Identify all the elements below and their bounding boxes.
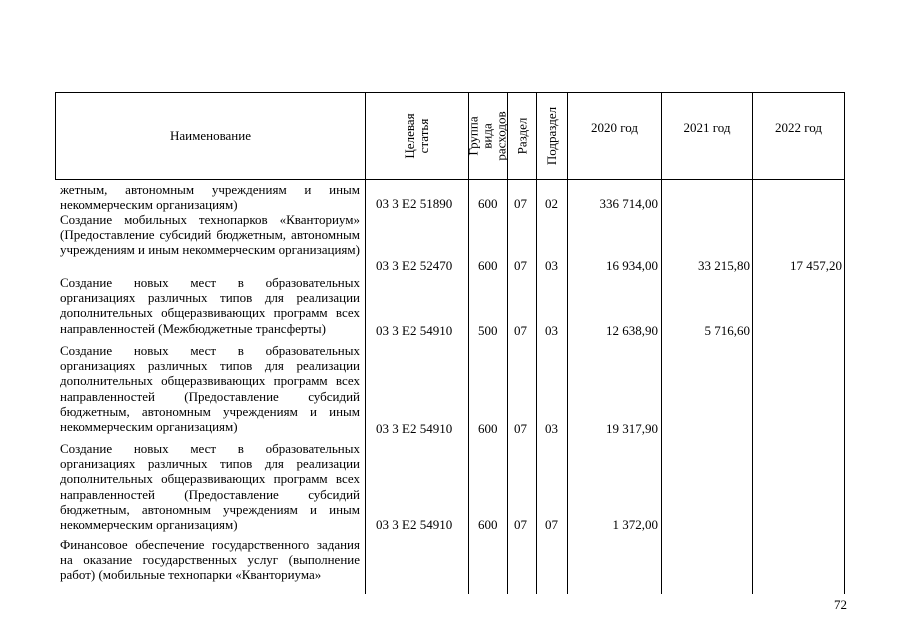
- value-2022-cell: 17 457,20: [790, 258, 842, 273]
- expense-group-cell: 600: [478, 421, 498, 436]
- section-cell: 07: [514, 421, 527, 436]
- table-row-name: Финансовое обеспечение государственного задания на оказание государственных услуг (выполнение работ) (мобильные технопарки «Кванториума»: [60, 537, 360, 583]
- table-row-name: Создание новых мест в образовательных организациях различных типов для реализации дополнительных общеразвивающих программ всех направленностей (Предоставление субсидий бюджетным, автономным учреждениям и иным некоммерческим организациям): [60, 343, 360, 435]
- header-2020: 2020 год: [591, 120, 638, 135]
- column-divider: [661, 92, 662, 594]
- header-expense-group: Группа вида расходов: [466, 111, 509, 161]
- target-item-cell: 03 3 E2 54910: [376, 323, 453, 338]
- value-2020-cell: 16 934,00: [606, 258, 658, 273]
- subsection-cell: 03: [545, 323, 558, 338]
- expense-group-cell: 600: [478, 517, 498, 532]
- subsection-cell: 07: [545, 517, 558, 532]
- section-cell: 07: [514, 258, 527, 273]
- target-item-cell: 03 3 E2 54910: [376, 421, 453, 436]
- target-item-cell: 03 3 E2 52470: [376, 258, 453, 273]
- value-2021-cell: 33 215,80: [698, 258, 750, 273]
- table-row-name: Создание новых мест в образовательных организациях различных типов для реализации дополнительных общеразвивающих программ всех направленностей (Межбюджетные трансферты): [60, 275, 360, 336]
- header-name: Наименование: [170, 128, 251, 143]
- table-row-name: жетным, автономным учреждениям и иным некоммерческим организациям): [60, 182, 360, 213]
- section-cell: 07: [514, 517, 527, 532]
- page-number: 72: [834, 597, 847, 612]
- header-bottom-border: [55, 179, 845, 180]
- header-target-item: Целевая статья: [402, 113, 431, 159]
- table-row-name: Создание мобильных технопарков «Кванториум» (Предоставление субсидий бюджетным, автономным учреждениям и иным некоммерческим организациям): [60, 212, 360, 258]
- header-2021: 2021 год: [683, 120, 731, 135]
- subsection-cell: 02: [545, 196, 558, 211]
- value-2020-cell: 12 638,90: [606, 323, 658, 338]
- header-2022: 2022 год: [775, 120, 822, 135]
- value-2021-cell: 5 716,60: [704, 323, 750, 338]
- value-2020-cell: 336 714,00: [599, 196, 658, 211]
- header-section: Раздел: [514, 117, 529, 155]
- table-row-name: Создание новых мест в образовательных организациях различных типов для реализации дополнительных общеразвивающих программ всех направленностей (Предоставление субсидий бюджетным, автономным учреждениям и иным некоммерческим организациям): [60, 441, 360, 533]
- section-cell: 07: [514, 323, 527, 338]
- target-item-cell: 03 3 E2 54910: [376, 517, 453, 532]
- value-2020-cell: 19 317,90: [606, 421, 658, 436]
- subsection-cell: 03: [545, 421, 558, 436]
- section-cell: 07: [514, 196, 527, 211]
- expense-group-cell: 600: [478, 196, 498, 211]
- expense-group-cell: 500: [478, 323, 498, 338]
- column-divider: [844, 92, 845, 594]
- header-subsection: Подраздел: [544, 106, 560, 166]
- expense-group-cell: 600: [478, 258, 498, 273]
- subsection-cell: 03: [545, 258, 558, 273]
- target-item-cell: 03 3 E2 51890: [376, 196, 453, 211]
- column-divider: [752, 92, 753, 594]
- value-2020-cell: 1 372,00: [612, 517, 658, 532]
